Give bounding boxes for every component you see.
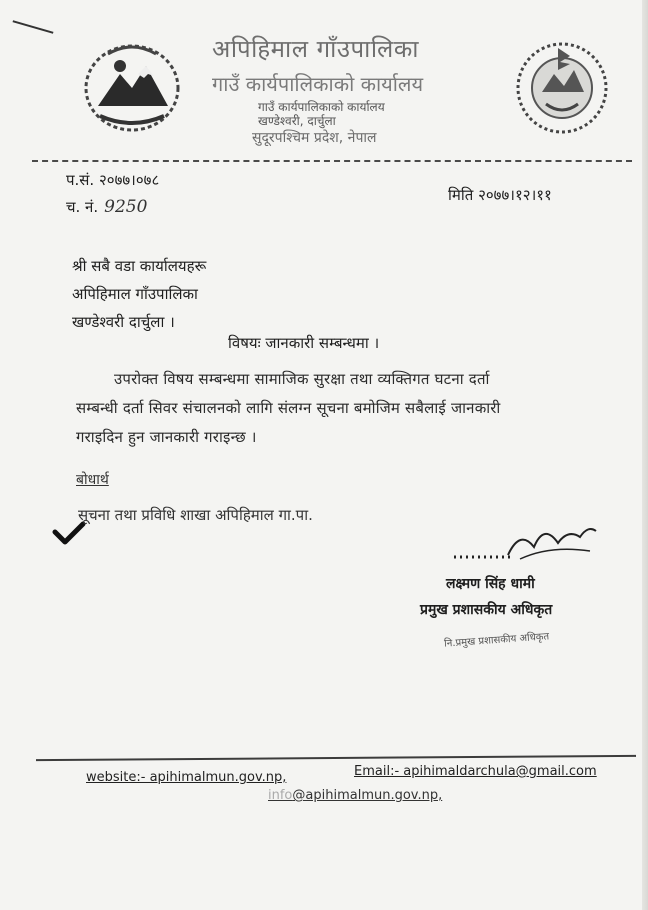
website-link[interactable]: website:- apihimalmun.gov.np, [86, 770, 287, 785]
scan-edge-shadow [642, 0, 648, 910]
municipality-name: अपिहिमाल गाँउपालिका [212, 35, 419, 63]
body-line-2: सम्बन्धी दर्ता सिवर संचालनको लागि संलग्न सूचना बमोजिम सबैलाई जानकारी [76, 399, 501, 417]
signatory-title: प्रमुख प्रशासकीय अधिकृत [420, 602, 553, 618]
info-email-link[interactable]: info@apihimalmun.gov.np, [268, 788, 443, 803]
dispatch-number: च. नं. 9250 [66, 197, 148, 217]
signatory-stamp: नि.प्रमुख प्रशासकीय अधिकृत [443, 631, 550, 650]
recipient-line-2: अपिहिमाल गाँउपालिका [72, 285, 198, 303]
body-line-3: गराइदिन हुन जानकारी गराइन्छ । [76, 428, 257, 446]
body-line-1: उपरोक्त विषय सम्बन्धमा सामाजिक सुरक्षा तथा व्यक्तिगत घटना दर्ता [114, 370, 490, 388]
letter-date: मिति २०७७।१२।११ [448, 186, 552, 204]
cc-recipient: सूचना तथा प्रविधि शाखा अपिहिमाल गा.पा. [78, 506, 313, 524]
nepal-emblem-icon [514, 40, 610, 136]
for-information-heading: बोधार्थ [76, 472, 109, 488]
municipal-emblem-icon [80, 36, 184, 136]
footer-divider [36, 755, 636, 761]
email-link[interactable]: Email:- apihimaldarchula@gmail.com [354, 764, 597, 779]
office-stamp: गाउँ कार्यपालिकाको कार्यालय खण्डेश्वरी, दार्चुला [258, 100, 385, 128]
office-address: सुदूरपश्चिम प्रदेश, नेपाल [252, 130, 377, 146]
recipient-line-3: खण्डेश्वरी दार्चुला । [72, 313, 175, 331]
office-name: गाउँ कार्यपालिकाको कार्यालय [212, 72, 424, 96]
header-divider [32, 160, 632, 162]
reference-number: प.सं. २०७७।०७८ [66, 171, 160, 189]
subject-line: विषयः जानकारी सम्बन्धमा । [228, 334, 380, 352]
pen-mark [13, 20, 54, 33]
handwritten-signature [450, 515, 600, 563]
signatory-name: लक्ष्मण सिंह धामी [446, 576, 535, 592]
recipient-line-1: श्री सबै वडा कार्यालयहरू [72, 257, 207, 275]
